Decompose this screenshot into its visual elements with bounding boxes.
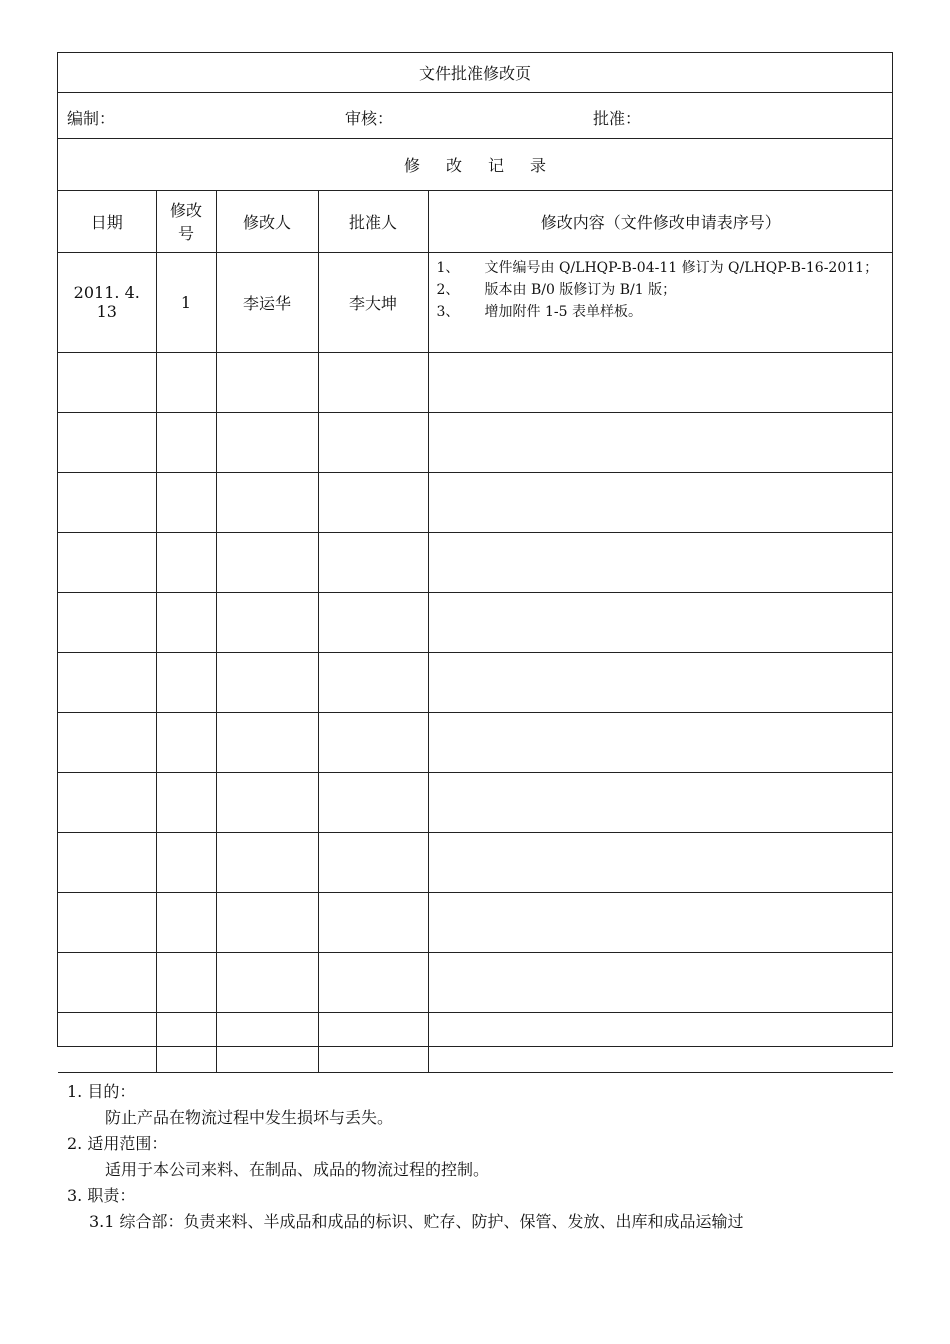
table-row-empty [58,1012,893,1072]
table-row-empty [58,412,893,472]
signature-row [58,93,892,139]
table-row-empty [58,952,893,1012]
content-item: 2、 版本由 B/0 版修订为 B/1 版； [436,281,677,298]
editor-label: 编制： [67,109,116,128]
table-row-empty [58,892,893,952]
header-revision-no-line1: 修改 [169,201,202,221]
approval-revision-page [57,52,893,1047]
table-row [58,252,893,352]
header-revision-no-line2: 号 [177,224,194,244]
cell-content [428,252,893,352]
cell-modifier: 李运华 [216,252,318,352]
date-line2: 13 [96,302,117,321]
cell-date [58,252,156,352]
approver-label: 批准： [593,109,642,128]
header-date: 日期 [58,191,156,252]
reviewer-label: 审核： [345,109,394,128]
section-2-title: 2. 适用范围： [67,1134,168,1153]
revision-table [58,191,893,1073]
header-content: 修改内容（文件修改申请表序号） [428,191,893,252]
records-heading: 修改记录 [58,139,892,191]
body-text [67,1079,744,1235]
table-row-empty [58,832,893,892]
table-row-empty [58,712,893,772]
page-title: 文件批准修改页 [58,53,892,93]
header-approver: 批准人 [318,191,428,252]
content-item: 1、 文件编号由 Q/LHQP-B-04-11 修订为 Q/LHQP-B-16-2011； [436,259,879,276]
header-revision-no [156,191,216,252]
section-3-1-text: 3.1 综合部：负责来料、半成品和成品的标识、贮存、防护、保管、发放、出库和成品运输过 [89,1212,744,1231]
section-1-text: 防止产品在物流过程中发生损坏与丢失。 [105,1108,394,1127]
header-modifier: 修改人 [216,191,318,252]
table-header-row [58,191,893,252]
section-2-text: 适用于本公司来料、在制品、成品的物流过程的控制。 [105,1160,490,1179]
table-row-empty [58,352,893,412]
table-row-empty [58,532,893,592]
table-row-empty [58,592,893,652]
section-1-title: 1. 目的： [67,1082,136,1101]
table-row-empty [58,652,893,712]
content-item: 3、 增加附件 1-5 表单样板。 [436,303,642,320]
table-row-empty [58,472,893,532]
cell-revision: 1 [156,252,216,352]
cell-approver: 李大坤 [318,252,428,352]
date-line1: 2011. 4. [73,283,140,302]
table-row-empty [58,772,893,832]
section-3-title: 3. 职责： [67,1186,136,1205]
